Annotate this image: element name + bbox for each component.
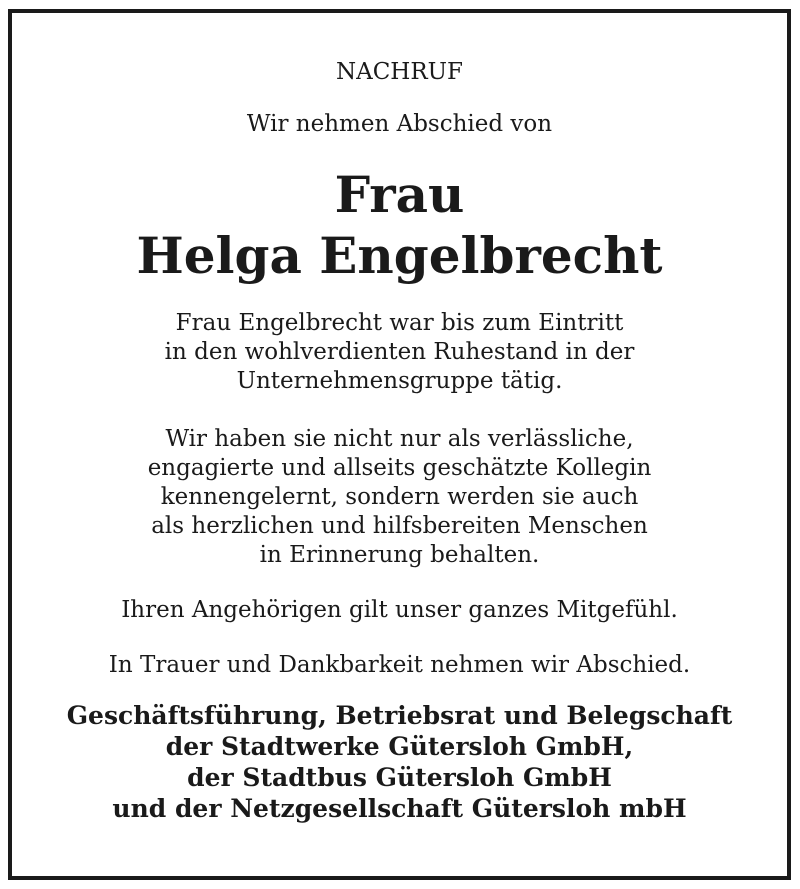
obituary-content [12, 13, 787, 876]
intro-text: Wir nehmen Abschied von [246, 111, 553, 137]
signature-line: der Stadtbus Gütersloh GmbH [187, 763, 612, 792]
signature-line: und der Netzgesellschaft Gütersloh mbH [112, 794, 687, 823]
paragraph-tribute [12, 425, 787, 570]
paragraph-line: in Erinnerung behalten. [259, 542, 540, 568]
paragraph-line: in den wohlverdienten Ruhestand in der [164, 339, 635, 365]
paragraph-line: Frau Engelbrecht war bis zum Eintritt [175, 310, 624, 336]
paragraph-line: Wir haben sie nicht nur als verlässliche, [165, 426, 634, 452]
closing-text: In Trauer und Dankbarkeit nehmen wir Abschied. [108, 652, 691, 678]
signature-line: Geschäftsführung, Betriebsrat und Belegschaft [66, 701, 733, 730]
paragraph-line: kennengelernt, sondern werden sie auch [160, 484, 639, 510]
condolence-text: Ihren Angehörigen gilt unser ganzes Mitgefühl. [121, 597, 678, 623]
name-title: Frau [334, 165, 465, 224]
heading: NACHRUF [335, 59, 464, 85]
deceased-name: Helga Engelbrecht [136, 226, 663, 285]
signature-block [12, 700, 787, 824]
signature-line: der Stadtwerke Gütersloh GmbH, [165, 732, 634, 761]
obituary-frame [8, 9, 791, 880]
paragraph-line: Unternehmensgruppe tätig. [236, 368, 563, 394]
paragraph-line: engagierte und allseits geschätzte Kollegin [147, 455, 652, 481]
paragraph-line: als herzlichen und hilfsbereiten Menschen [151, 513, 648, 539]
paragraph-retirement [12, 309, 787, 396]
